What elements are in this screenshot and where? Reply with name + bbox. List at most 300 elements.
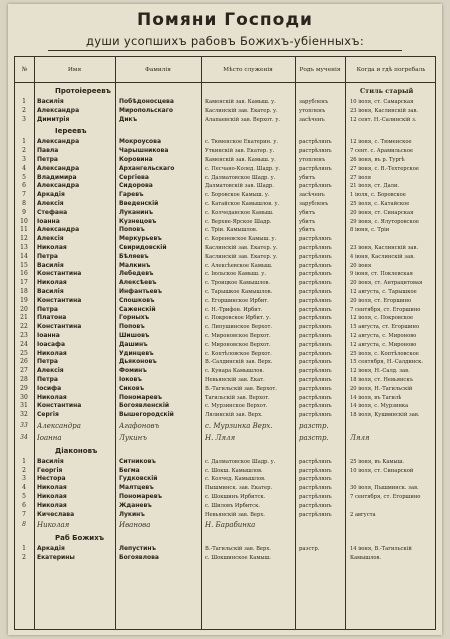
table-body	[15, 84, 435, 563]
table-row	[15, 235, 435, 244]
row-name: Василія	[37, 457, 64, 465]
row-number: 8	[22, 521, 26, 529]
row-name: Георгія	[37, 466, 63, 474]
row-place: В.-Салдинскій зав. Верх.	[205, 359, 273, 366]
row-place: с. Покровское Ирбит. у.	[205, 315, 271, 322]
row-surname: Іоковъ	[119, 375, 142, 383]
table-row	[15, 367, 435, 376]
row-number: 27	[20, 367, 28, 375]
row-number: 25	[20, 349, 28, 357]
row-kind: растрѣлянъ	[299, 350, 332, 357]
section-label: Протоіереевъ	[55, 87, 111, 95]
row-name: Алексія	[37, 235, 64, 243]
row-surname: Кузнецовъ	[119, 217, 157, 225]
row-surname: Поповъ	[119, 323, 145, 331]
row-date: 12 августа, с. Мироново	[350, 341, 417, 348]
row-place: с. Далматовское Шадр. у.	[205, 458, 276, 465]
row-number: 9	[22, 208, 26, 216]
row-number: 19	[20, 296, 28, 304]
row-kind: растрѣлянъ	[299, 297, 332, 304]
row-date: 20 іюля, Н.-Тагильскій	[350, 385, 413, 392]
row-kind: зарубленъ	[299, 200, 329, 207]
row-kind: растрѣлянъ	[299, 485, 332, 492]
row-name: Василія	[37, 98, 64, 105]
row-name: Петра	[37, 305, 58, 313]
row-number: 22	[20, 323, 28, 331]
row-kind: растрѣлянъ	[299, 236, 332, 243]
row-name: Петра	[37, 358, 58, 366]
row-surname: Чарышникова	[119, 147, 169, 155]
row-place: с. Іюльское Камыш. у.	[205, 271, 266, 278]
row-name: Николая	[37, 279, 67, 287]
row-surname: Пономаревъ	[119, 493, 163, 501]
row-date: 20 іюня, ст. Синарская	[350, 209, 414, 216]
row-kind: растрѣлянъ	[299, 306, 332, 313]
row-kind: растрѣлянъ	[299, 494, 332, 501]
header-date: Когда и гдѣ погребаль	[356, 66, 426, 73]
row-surname: Свиридовскій	[119, 243, 167, 251]
row-place: с. Егоршинское Ирбит.	[205, 297, 269, 304]
row-number: 34	[20, 433, 28, 441]
row-kind: растрѣлянъ	[299, 458, 332, 465]
row-number: 13	[20, 243, 28, 251]
row-date: 14 іюня, В.-Тагильскій	[350, 546, 412, 553]
row-number: 17	[20, 279, 28, 287]
row-name: Александра	[37, 226, 80, 234]
section-label: Іереевъ	[55, 127, 87, 136]
row-place: Тагильскій зав. Верхот.	[205, 394, 270, 401]
row-number: 7	[22, 510, 26, 518]
row-place: В.-Тагильскій зав. Верхот.	[205, 385, 277, 392]
row-name: Кичеслава	[37, 510, 75, 518]
table-row	[15, 288, 435, 297]
header-surname: Фамилія	[145, 66, 171, 73]
row-surname: Бегма	[119, 466, 140, 474]
handwritten-row	[15, 519, 435, 531]
row-place: с. Верхне-Ярское Шадр.	[205, 218, 272, 225]
row-place: Уткинскій зав. Екатер. у.	[205, 148, 275, 155]
row-date: 15 сентября, Н.-Салдинск.	[350, 359, 424, 366]
row-kind: растрѣлянъ	[299, 262, 332, 269]
section-label: Раб Божихъ	[55, 534, 104, 543]
row-number: 32	[20, 411, 28, 419]
row-name: Іоанна	[37, 217, 60, 225]
row-name: Константина	[37, 270, 82, 278]
row-date: 10 іюля, ст. Самарская	[350, 99, 414, 105]
row-number: 1	[22, 138, 26, 146]
row-kind: растрѣлянъ	[299, 288, 332, 295]
row-number: 11	[20, 226, 28, 234]
row-surname: Сиковъ	[119, 384, 145, 392]
row-kind: растрѣлянъ	[299, 183, 332, 190]
page-subtitle: души усопшихъ рабовъ Божихъ-убіенныхъ:	[85, 34, 365, 48]
row-kind: убитъ	[299, 174, 316, 181]
row-name: Николая	[37, 243, 67, 251]
row-number: 1	[22, 98, 26, 105]
table-row	[15, 226, 435, 235]
row-date: 10 іюля, ст. Синарской	[350, 467, 414, 474]
table-row	[15, 493, 435, 502]
row-place: В.-Тагильскій зав. Верх.	[205, 546, 271, 553]
row-surname: Коровина	[119, 155, 153, 163]
row-kind: растрѣлянъ	[299, 324, 332, 331]
row-name: Константина	[37, 402, 82, 410]
table-row	[15, 458, 435, 467]
row-kind: разстр.	[299, 433, 329, 442]
row-name: Александра	[37, 421, 81, 430]
table-row	[15, 402, 435, 411]
row-place: Каслинскій зав. Екатер. у.	[205, 107, 278, 114]
handwritten-row	[15, 420, 435, 432]
table-row	[15, 385, 435, 394]
row-date: 12 іюня, с. Тюменское	[350, 139, 412, 146]
row-place: с. Тюменское Екатерин. у.	[205, 139, 279, 146]
table-row	[15, 297, 435, 306]
row-name: Петра	[37, 252, 58, 260]
table-row	[15, 191, 435, 200]
row-number: 26	[20, 358, 28, 366]
row-date: 7 сент. с. Арамильское	[350, 148, 414, 155]
table-row	[15, 156, 435, 165]
row-surname: Дашинъ	[119, 340, 148, 348]
table-row	[15, 314, 435, 323]
row-surname: Дьяконовъ	[119, 358, 157, 366]
row-name: Николая	[37, 393, 67, 401]
row-kind: растрѣлянъ	[299, 148, 332, 155]
row-date: 14 іюля, с. Мурзинка	[350, 403, 409, 410]
subtitle-rule	[48, 50, 402, 51]
table-row	[15, 306, 435, 315]
row-number: 30	[20, 393, 28, 401]
row-name: Сергія	[37, 411, 59, 419]
row-surname: Лепустинъ	[119, 545, 157, 553]
row-name: Екатерины	[37, 554, 75, 562]
row-number: 24	[20, 340, 28, 348]
row-place: Лялинскій зав. Верх.	[205, 412, 263, 419]
row-place: с. Мурзинское Верхот.	[205, 403, 268, 410]
row-kind: растрѣлянъ	[299, 394, 332, 401]
row-kind: убитъ	[299, 209, 316, 216]
row-date: 2 августа	[350, 511, 376, 518]
row-kind: растрѣлянъ	[299, 412, 332, 419]
row-surname: Бѣляевъ	[119, 252, 149, 260]
row-place: Пышминск. зав. Екатер.	[205, 485, 273, 492]
section-label: Діаконовъ	[55, 446, 98, 455]
row-kind: растрѣлянъ	[299, 139, 332, 146]
table-row	[15, 545, 435, 554]
header-place: Мѣсто служенія	[223, 66, 273, 73]
row-date: 21 іюля, ст. Дали.	[350, 183, 400, 190]
row-place: с. Боровское Камыш. у.	[205, 192, 270, 199]
row-place: с. Колчеданское Камыш.	[205, 209, 274, 216]
row-place: с. Далматовское Шадр. у.	[205, 174, 276, 181]
row-surname: Спошковъ	[119, 296, 155, 304]
row-date: 4 іюня, Каслинскій зав.	[350, 253, 415, 260]
row-number: 20	[20, 305, 28, 313]
row-number: 12	[20, 235, 28, 243]
row-number: 8	[22, 199, 26, 207]
row-place: с. Катайское Камышлов. у.	[205, 200, 280, 207]
row-kind: растрѣлянъ	[299, 165, 332, 172]
section-note: Стиль старый	[360, 87, 414, 95]
row-name: Владимира	[37, 173, 77, 181]
row-number: 14	[20, 252, 28, 260]
row-surname: Луканинъ	[119, 208, 154, 216]
row-date: 14 іюля, въ Тагилѣ	[350, 394, 402, 401]
row-surname: Вышегородскій	[119, 411, 174, 419]
row-name: Николая	[37, 349, 67, 357]
row-date: 12 августа, с. Мироново	[350, 332, 417, 339]
row-number: 23	[20, 331, 28, 339]
row-surname: Дикъ	[119, 115, 138, 123]
row-number: 10	[20, 217, 28, 225]
row-name: Василія	[37, 287, 64, 295]
row-number: 4	[22, 484, 26, 492]
table-row	[15, 394, 435, 403]
row-date: 27 іюля	[350, 174, 371, 181]
table-row	[15, 116, 435, 125]
row-kind: растрѣлянъ	[299, 368, 332, 375]
row-surname: Шишовъ	[119, 331, 150, 339]
row-surname: Сидорова	[119, 182, 153, 190]
row-date: 25 іюня, въ Камыш.	[350, 458, 405, 465]
row-name: Александра	[37, 106, 80, 114]
row-name: Петра	[37, 375, 58, 383]
row-date: 26 іюня, въ р. Тургѣ	[350, 156, 405, 163]
table-row	[15, 475, 435, 484]
memorial-table	[14, 56, 436, 630]
row-surname: Введенскій	[119, 199, 159, 207]
row-place: с. Мироновское Верхот.	[205, 341, 271, 348]
row-place: с. Кунара Камышлов.	[205, 368, 264, 375]
row-name: Александра	[37, 138, 80, 146]
row-place: с. Мурзинка Верх.	[205, 421, 273, 430]
row-place: Далматовскій зав. Шадр.	[205, 183, 274, 190]
row-number: 4	[22, 164, 26, 172]
section-heading	[15, 124, 435, 138]
table-row	[15, 467, 435, 476]
row-place: с. Алексѣевское Камыш.	[205, 262, 273, 269]
row-number: 21	[20, 314, 28, 322]
row-name: Алексія	[37, 199, 64, 207]
row-surname: Меркурьевъ	[119, 235, 162, 243]
row-surname: Гудковскій	[119, 475, 158, 483]
row-number: 2	[22, 106, 26, 114]
row-name: Петра	[37, 155, 58, 163]
row-name: Николая	[37, 501, 67, 509]
row-name: Николая	[37, 493, 67, 501]
row-number: 7	[22, 191, 26, 199]
row-surname: Алексѣевъ	[119, 279, 157, 287]
row-surname: Саженскій	[119, 305, 156, 313]
row-date: 20 іюня, ст. Антрацитовая	[350, 280, 423, 287]
row-number: 15	[20, 261, 28, 269]
row-surname: Богоявленскій	[119, 402, 170, 410]
row-place: с. Кореневское Камыш. у.	[205, 236, 277, 243]
table-row	[15, 279, 435, 288]
row-date: 18 іюля, Кушвинскій зав.	[350, 412, 420, 419]
table-row	[15, 138, 435, 147]
row-place: с. Шиловъ Ирбитск.	[205, 502, 260, 509]
table-row	[15, 147, 435, 156]
row-surname: Агафоновъ	[119, 421, 160, 430]
row-place: с. Коптѣловское Верхот.	[205, 350, 272, 357]
row-name: Іоанна	[37, 331, 60, 339]
row-surname: Архангельскаго	[119, 164, 175, 172]
page-title: Помяни Господи	[137, 10, 313, 30]
row-kind: растрѣлянъ	[299, 385, 332, 392]
row-place: с. Тарышкое Камышлов.	[205, 288, 273, 295]
row-surname: Лукинъ	[119, 510, 145, 518]
row-name: Аркадія	[37, 545, 65, 553]
table-row	[15, 200, 435, 209]
row-number: 5	[22, 493, 26, 501]
row-date: 18 іюля, ст. Невьянскъ	[350, 376, 413, 383]
row-name: Іоанна	[37, 433, 62, 442]
row-number: 29	[20, 384, 28, 392]
row-name: Николая	[37, 521, 70, 530]
row-kind: растрѣлянъ	[299, 253, 332, 260]
row-place: Н. Барабинка	[205, 521, 256, 530]
row-surname: Гаревъ	[119, 191, 144, 199]
row-number: 3	[22, 115, 26, 123]
row-name: Димитрія	[37, 115, 70, 123]
row-surname: Мокроусова	[119, 138, 162, 146]
row-name: Константина	[37, 296, 82, 304]
row-surname: Сергіева	[119, 173, 149, 181]
row-place: Невьянскій зав. Верх.	[205, 511, 265, 518]
table-row	[15, 253, 435, 262]
row-name: Стефана	[37, 208, 68, 216]
row-place: Алапаевскій зав. Верхот. у.	[205, 116, 281, 123]
row-surname: Иванова	[119, 521, 151, 530]
table-row	[15, 323, 435, 332]
row-date: 29 іюня, с. Ялуторовское	[350, 218, 419, 225]
row-kind: растрѣлянъ	[299, 315, 332, 322]
header-kind: Родъ мученія	[299, 66, 341, 73]
table-row	[15, 554, 435, 563]
table-row	[15, 411, 435, 420]
row-date: 8 іюня, с. Тріи	[350, 227, 390, 234]
row-name: Платона	[37, 314, 67, 322]
row-kind: растрѣлянъ	[299, 244, 332, 251]
row-surname: Пономаревъ	[119, 393, 163, 401]
row-place: с. Песчано-Колед. Шадр. у.	[205, 165, 281, 172]
row-place: с. Н.-Трифон. Ирбит.	[205, 306, 263, 313]
row-place: с. Тріи. Камышлов.	[205, 227, 258, 234]
row-date: 15 августа, ст. Егоршино	[350, 324, 420, 331]
row-kind: зарубленъ	[299, 99, 329, 105]
row-number: 16	[20, 270, 28, 278]
row-kind: растрѣлянъ	[299, 271, 332, 278]
row-date: 20 іюня	[350, 262, 372, 269]
row-kind: растрѣлянъ	[299, 376, 332, 383]
row-surname: Горныхъ	[119, 314, 150, 322]
table-row	[15, 484, 435, 493]
row-name: Іосифа	[37, 384, 62, 392]
row-place: Невьянскій зав. Екат.	[205, 376, 265, 383]
row-surname: Ситниковъ	[119, 457, 156, 465]
table-row	[15, 341, 435, 350]
row-date: 23 іюня, Каслинскій зав.	[350, 244, 419, 251]
row-place: с. Мироновское Верхот.	[205, 332, 271, 339]
row-date: 12 сент. Н.-Салинскій з.	[350, 116, 417, 123]
table-row	[15, 182, 435, 191]
table-row	[15, 511, 435, 520]
row-name: Александра	[37, 182, 80, 190]
row-place: с. Липушинское Верхот.	[205, 324, 272, 331]
row-kind: растрѣлянъ	[299, 280, 332, 287]
row-kind: растрѣлянъ	[299, 341, 332, 348]
row-date: 27 іюня, с. В.-Техтерское	[350, 165, 419, 172]
row-date: Ляля	[350, 433, 370, 442]
row-number: 5	[22, 173, 26, 181]
row-place: Каслинскій зав. Екатер. у.	[205, 244, 278, 251]
table-row	[15, 244, 435, 253]
row-surname: Побѣдоносцева	[119, 98, 174, 105]
row-kind: убитъ	[299, 227, 316, 234]
table-row	[15, 218, 435, 227]
row-place: с. Шокшинъ Ирбитск.	[205, 494, 266, 501]
row-date: 9 іюня, ст. Поклевская	[350, 271, 413, 278]
table-row	[15, 262, 435, 271]
table-row	[15, 165, 435, 174]
row-number: 28	[20, 375, 28, 383]
table-row	[15, 98, 435, 107]
table-row	[15, 502, 435, 511]
row-date: 1 іюля, с. Боровское	[350, 192, 406, 199]
row-date: 12 іюня, Н.-Салд. зав.	[350, 368, 410, 375]
section-heading	[15, 531, 435, 545]
row-date: 23 іюня, Каслинскій зав.	[350, 107, 419, 114]
row-place: с. Троицкое Камышлов.	[205, 280, 271, 287]
row-kind: растрѣлянъ	[299, 403, 332, 410]
handwritten-row	[15, 432, 435, 444]
row-number: 1	[22, 457, 26, 465]
row-kind: растрѣлянъ	[299, 359, 332, 366]
row-number: 2	[22, 147, 26, 155]
row-name: Александра	[37, 164, 80, 172]
row-surname: Малтцевъ	[119, 484, 154, 492]
row-date: 25 іюля, с. Коптѣловское	[350, 350, 419, 357]
row-number: 6	[22, 182, 26, 190]
row-date: 12 іюля, с. Покровское	[350, 315, 414, 322]
row-date: 12 августа, с. Тарышкое	[350, 288, 417, 295]
row-kind: засѣченъ	[299, 192, 325, 199]
row-date: 25 іюля, с. Катайское	[350, 200, 410, 207]
row-number: 1	[22, 545, 26, 553]
row-name: Константина	[37, 323, 82, 331]
row-place: Каменскій зав. Камыш. у.	[205, 99, 276, 105]
table-row	[15, 174, 435, 183]
header-name: Имя	[67, 66, 82, 73]
row-name: Василія	[37, 261, 64, 269]
row-kind: растрѣлянъ	[299, 467, 332, 474]
row-surname: Фоминъ	[119, 367, 147, 375]
row-kind: растрѣлянъ	[299, 476, 332, 483]
table-row	[15, 350, 435, 359]
row-place: с. Колчед. Камышлов.	[205, 476, 266, 483]
row-number: 18	[20, 287, 28, 295]
row-number: 3	[22, 155, 26, 163]
header-num: №	[21, 66, 28, 73]
section-heading	[15, 84, 435, 98]
table-row	[15, 209, 435, 218]
row-number: 2	[22, 554, 26, 562]
row-surname: Лукинъ	[119, 433, 147, 442]
row-name: Іоасафа	[37, 340, 66, 348]
row-kind: растрѣлянъ	[299, 511, 332, 518]
